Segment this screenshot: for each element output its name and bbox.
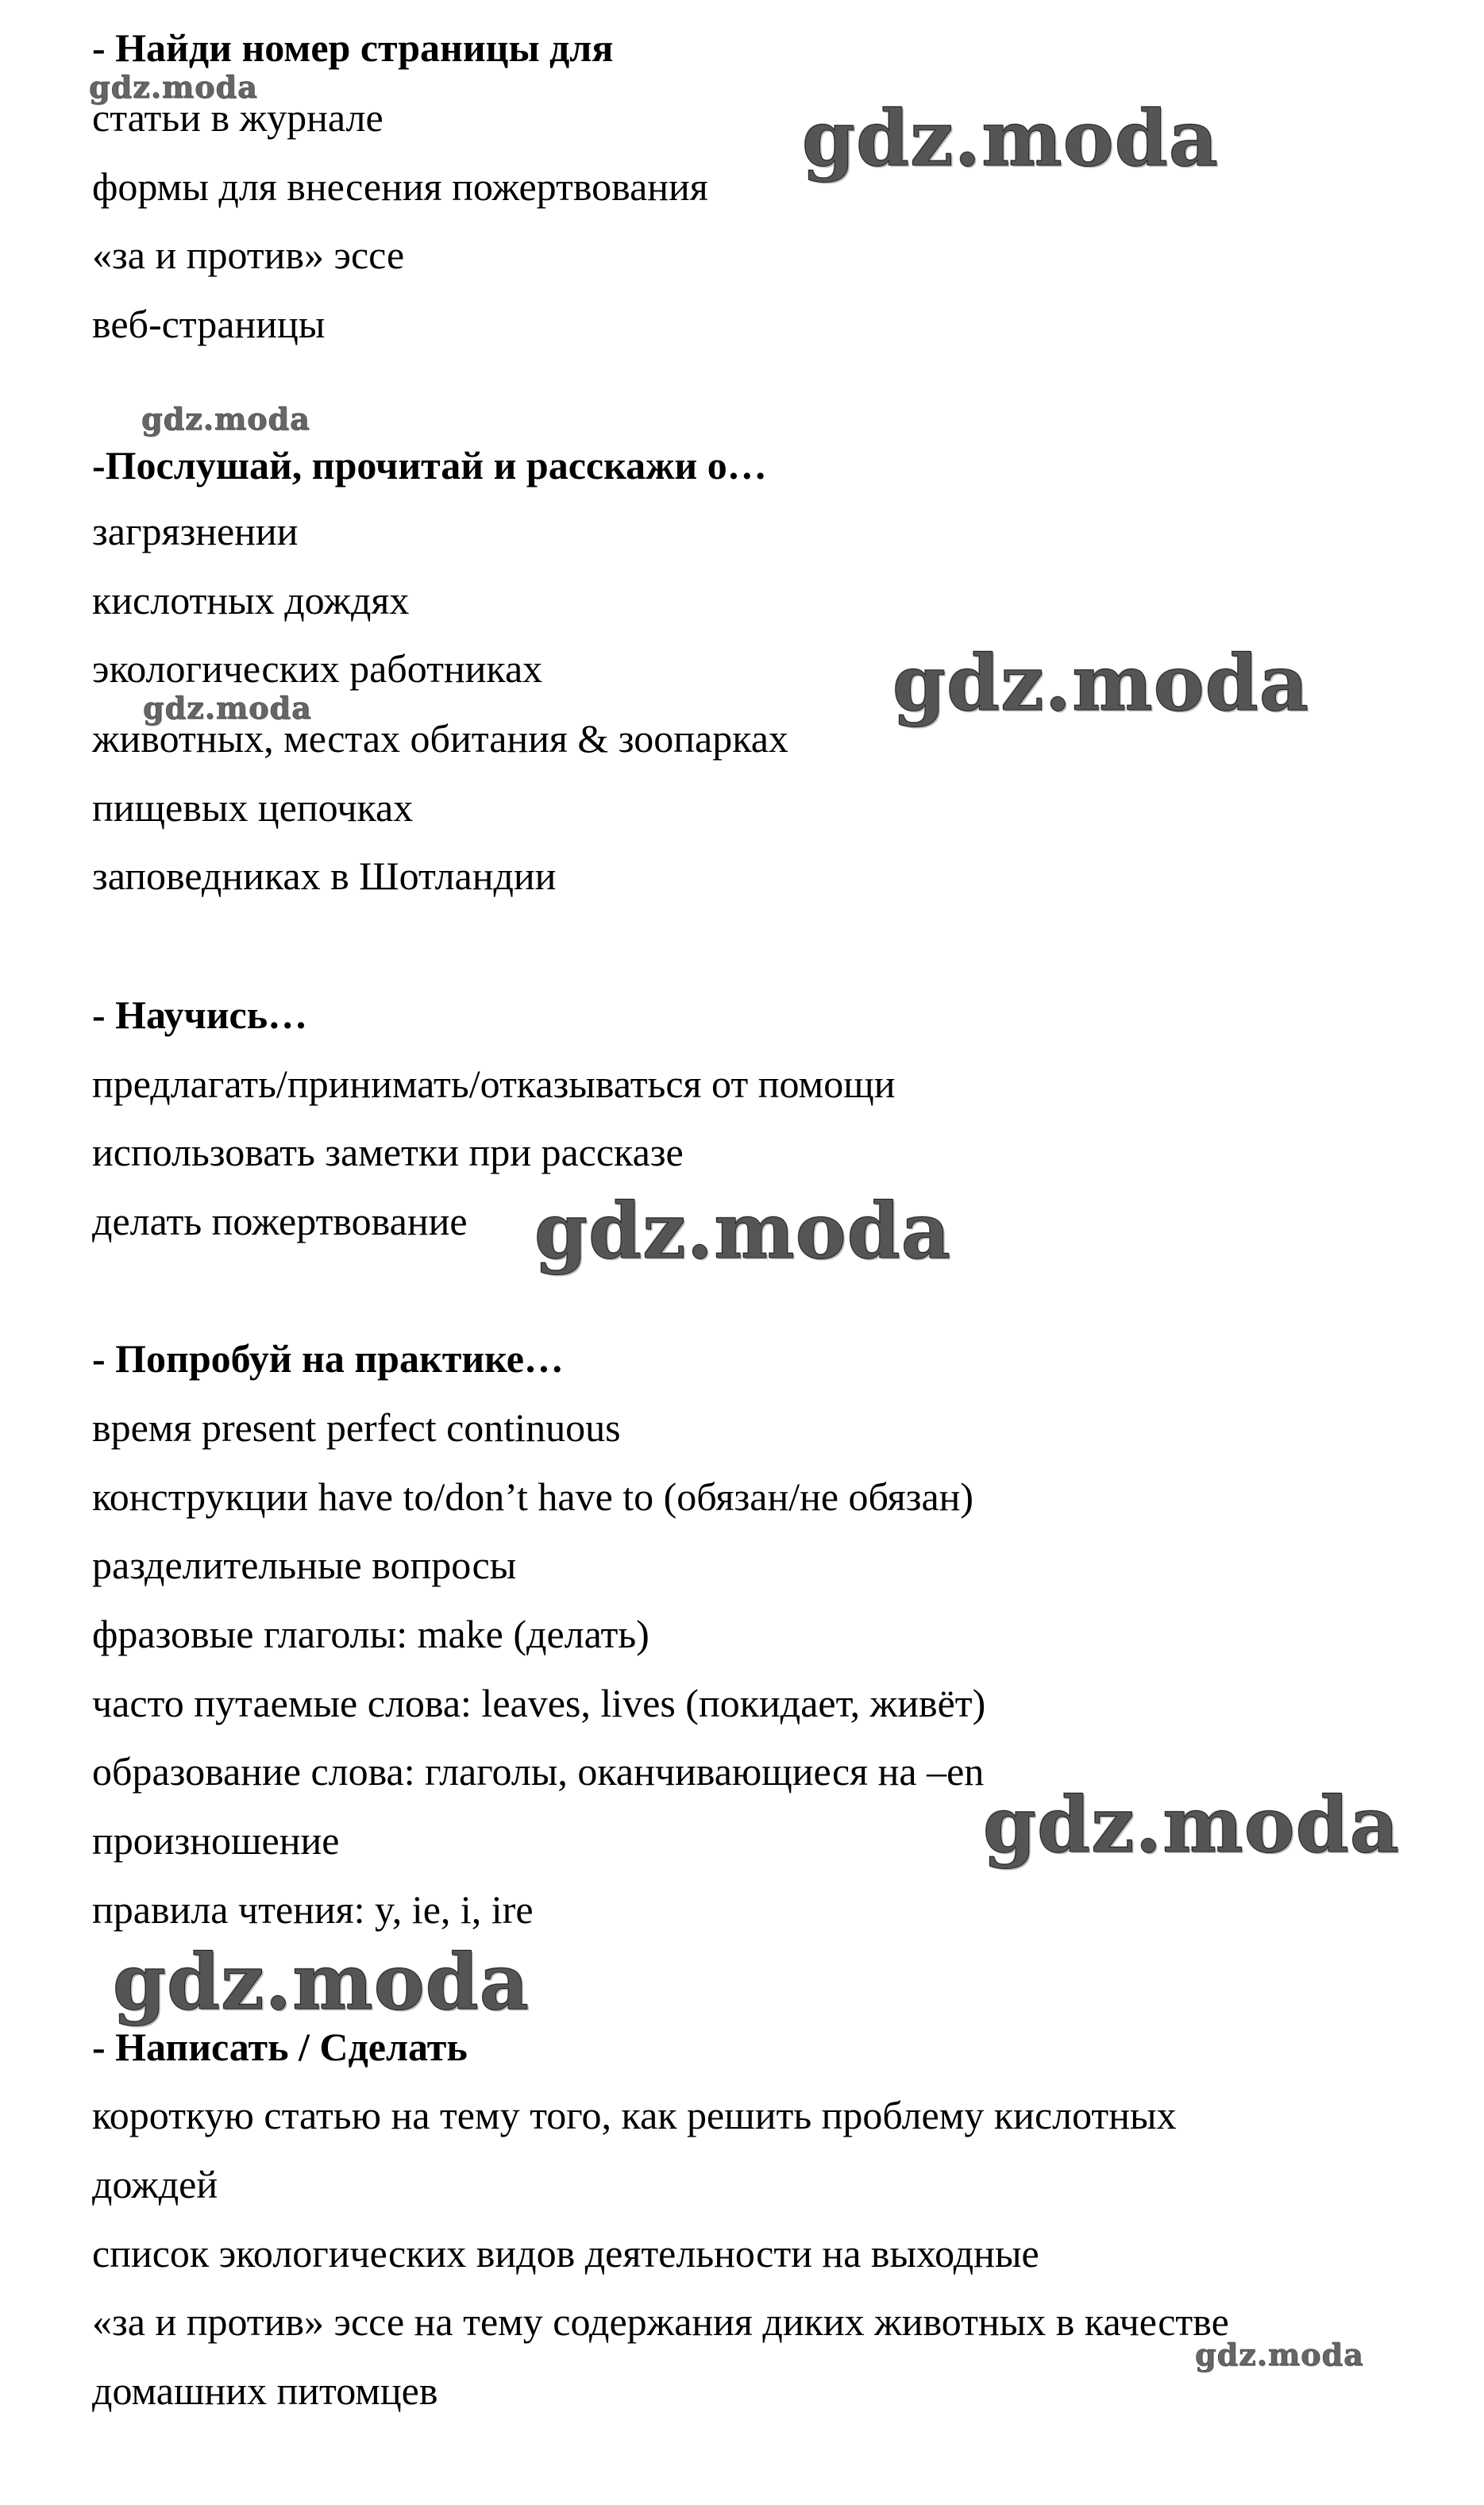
list-item: заповедниках в Шотландии <box>92 854 557 898</box>
list-item: пищевых цепочках <box>92 785 414 830</box>
section-heading-learn: - Научись… <box>92 992 308 1037</box>
list-item: статьи в журнале <box>92 95 384 140</box>
list-item: «за и против» эссе <box>92 233 405 277</box>
watermark-logo: gdz.moda <box>983 1780 1401 1870</box>
watermark-logo: gdz.moda <box>143 690 312 726</box>
list-item: список экологических видов деятельности на выходные <box>92 2231 1039 2276</box>
list-item: дождей <box>92 2162 218 2206</box>
watermark-logo: gdz.moda <box>113 1937 530 2027</box>
list-item: фразовые глаголы: make (делать) <box>92 1612 649 1656</box>
section-heading-find-page: - Найди номер страницы для <box>92 25 614 70</box>
list-item: короткую статью на тему того, как решить проблему кислотных <box>92 2093 1177 2137</box>
list-item: экологических работниках <box>92 646 543 691</box>
list-item: домашних питомцев <box>92 2368 438 2413</box>
section-heading-practise: - Попробуй на практике… <box>92 1336 564 1381</box>
watermark-logo: gdz.moda <box>802 94 1220 183</box>
list-item: животных, местах обитания & зоопарках <box>92 716 788 761</box>
list-item: разделительные вопросы <box>92 1543 517 1587</box>
watermark-logo: gdz.moda <box>141 401 310 437</box>
list-item: правила чтения: y, ie, i, ire <box>92 1887 534 1932</box>
watermark-logo: gdz.moda <box>534 1186 952 1276</box>
watermark-logo: gdz.moda <box>892 638 1310 728</box>
watermark-logo: gdz.moda <box>89 69 258 105</box>
list-item: «за и против» эссе на тему содержания диких животных в качестве <box>92 2299 1229 2344</box>
list-item: произношение <box>92 1818 340 1863</box>
list-item: предлагать/принимать/отказываться от помощи <box>92 1062 896 1106</box>
list-item: часто путаемые слова: leaves, lives (покидает, живёт) <box>92 1681 986 1725</box>
list-item: использовать заметки при рассказе <box>92 1130 684 1174</box>
list-item: веб-страницы <box>92 302 326 346</box>
section-heading-listen-read-talk: -Послушай, прочитай и расскажи о… <box>92 443 767 488</box>
watermark-logo: gdz.moda <box>1195 2337 1364 2372</box>
list-item: кислотных дождях <box>92 578 410 622</box>
list-item: формы для внесения пожертвования <box>92 164 708 209</box>
section-heading-write-do: - Написать / Сделать <box>92 2025 468 2069</box>
list-item: время present perfect continuous <box>92 1405 621 1450</box>
list-item: делать пожертвование <box>92 1199 468 1243</box>
list-item: загрязнении <box>92 509 299 553</box>
list-item: образование слова: глаголы, оканчивающиеся на –en <box>92 1749 985 1794</box>
list-item: конструкции have to/don’t have to (обязан/не обязан) <box>92 1474 974 1519</box>
